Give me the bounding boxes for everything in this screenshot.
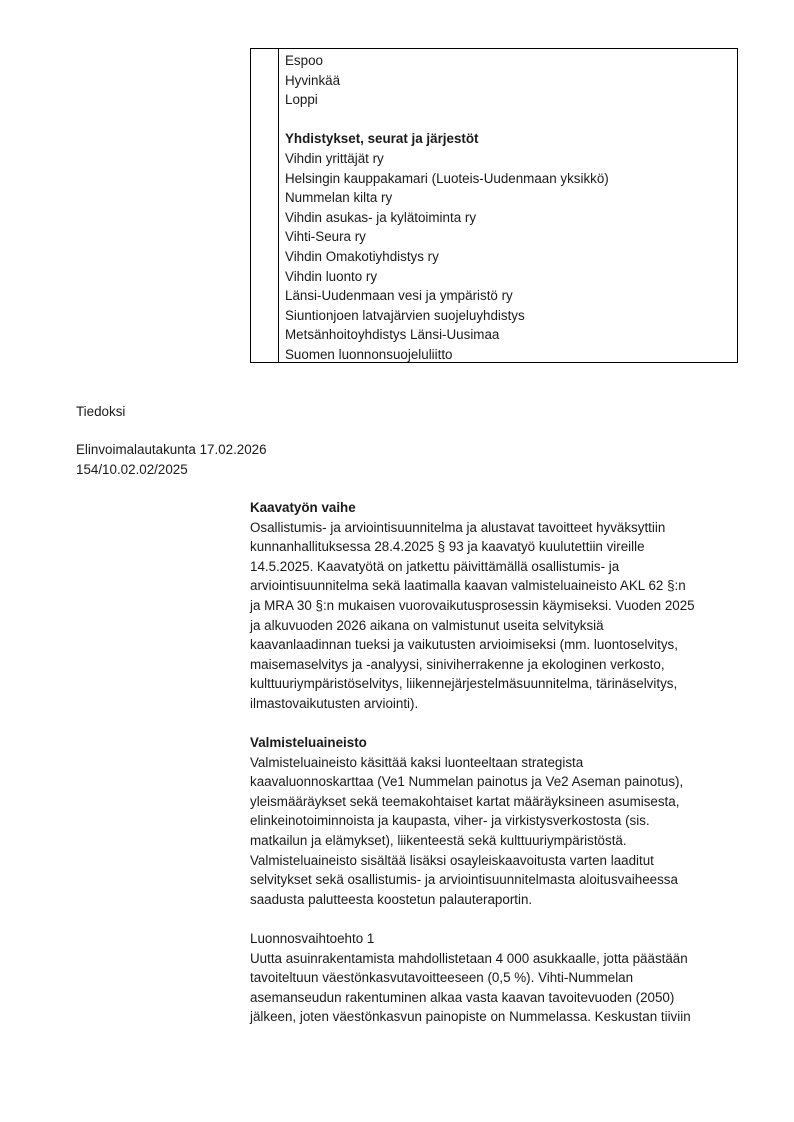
association-item: Helsingin kauppakamari (Luoteis-Uudenmaan yksikkö) — [285, 170, 609, 186]
municipality-item: Espoo — [285, 53, 323, 68]
association-item: Metsänhoitoyhdistys Länsi-Uusimaa — [285, 327, 500, 343]
paragraph-line: selvitykset sekä osallistumis- ja arviointisuunnitelmasta aloitusvaiheessa — [250, 872, 678, 888]
section-preparatory-material — [250, 733, 750, 909]
stakeholder-table — [250, 48, 738, 363]
municipality-item: Hyvinkää — [285, 72, 341, 88]
associations-heading: Yhdistykset, seurat ja järjestöt — [285, 131, 479, 147]
table-empty-column — [251, 49, 279, 362]
paragraph-line: arviointisuunnitelma sekä laatimalla kaavan valmisteluaineisto AKL 62 §:n — [250, 578, 686, 594]
paragraph-line: Valmisteluaineisto käsittää kaksi luonteeltaan strategista — [250, 754, 584, 770]
paragraph-line: matkailun ja elämykset), liikenteestä sekä kulttuuriympäristöstä. — [250, 832, 627, 848]
paragraph-line: kulttuuriympäristöselvitys, liikennejärjestelmäsuunnitelma, tärinäselvitys, — [250, 676, 678, 692]
table-content-column — [279, 49, 737, 362]
association-item: Siuntionjoen latvajärvien suojeluyhdistys — [285, 307, 525, 323]
paragraph-line: Valmisteluaineisto sisältää lisäksi osayleiskaavoitusta varten laaditut — [250, 852, 654, 868]
paragraph-line: ja alkuvuoden 2026 aikana on valmistunut useita selvityksiä — [250, 617, 604, 633]
paragraph-line: 14.5.2025. Kaavatyötä on jatkettu päivittämällä osallistumis- ja — [250, 558, 620, 574]
section-plan-phase — [250, 498, 750, 714]
association-item: Vihdin yrittäjät ry — [285, 150, 384, 166]
municipality-item: Loppi — [285, 92, 318, 108]
paragraph-line: yleismääräykset sekä teemakohtaiset kartat määräyksineen asumisesta, — [250, 793, 680, 809]
paragraph-line: jälkeen, joten väestönkasvun painopiste on Nummelassa. Keskustan tiiviin — [250, 1009, 691, 1025]
paragraph-line: tavoiteltuun väestönkasvutavoitteeseen (0,5 %). Vihti-Nummelan — [250, 970, 634, 986]
section-heading: Valmisteluaineisto — [250, 735, 367, 750]
association-item: Vihdin asukas- ja kylätoiminta ry — [285, 209, 477, 225]
paragraph-line: maisemaselvitys ja -analyysi, siniviherrakenne ja ekologinen verkosto, — [250, 656, 665, 672]
section-heading: Luonnosvaihtoehto 1 — [250, 931, 375, 946]
paragraph-line: Osallistumis- ja arviointisuunnitelma ja alustavat tavoitteet hyväksyttiin — [250, 519, 666, 535]
paragraph-line: kunnanhallituksessa 28.4.2025 § 93 ja kaavatyö kuulutettiin vireille — [250, 539, 645, 555]
paragraph-line: elinkeinotoiminnoista ja kaupasta, viher- ja virkistysverkostosta (sis. — [250, 813, 650, 829]
committee-meeting: Elinvoimalautakunta 17.02.2026 — [76, 442, 267, 457]
reference-number: 154/10.02.02/2025 — [76, 461, 188, 477]
paragraph-line: ja MRA 30 §:n mukaisen vuorovaikutusprosessin käymiseksi. Vuoden 2025 — [250, 597, 695, 613]
section-heading: Kaavatyön vaihe — [250, 500, 356, 515]
association-item: Länsi-Uudenmaan vesi ja ympäristö ry — [285, 288, 513, 304]
paragraph-line: asemanseudun rakentuminen alkaa vasta kaavan tavoitevuoden (2050) — [250, 989, 675, 1005]
info-label: Tiedoksi — [76, 404, 126, 419]
association-item: Vihdin luonto ry — [285, 268, 378, 284]
association-item: Suomen luonnonsuojeluliitto — [285, 346, 453, 362]
paragraph-line: kaavanlaadinnan tueksi ja vaikutusten arvioimiseksi (mm. luontoselvitys, — [250, 637, 678, 653]
paragraph-line: ilmastovaikutusten arviointi). — [250, 695, 419, 711]
paragraph-line: Uutta asuinrakentamista mahdollistetaan 4 000 asukkaalle, jotta päästään — [250, 950, 688, 966]
blank-line — [285, 110, 737, 130]
paragraph-line: kaavaluonnoskarttaa (Ve1 Nummelan painotus ja Ve2 Aseman painotus), — [250, 774, 684, 790]
association-item: Nummelan kilta ry — [285, 190, 393, 206]
section-draft-alternative-1 — [250, 929, 750, 1027]
paragraph-line: saadusta palutteesta koostetun palauteraportin. — [250, 891, 533, 907]
association-item: Vihti-Seura ry — [285, 229, 366, 245]
association-item: Vihdin Omakotiyhdistys ry — [285, 248, 439, 264]
